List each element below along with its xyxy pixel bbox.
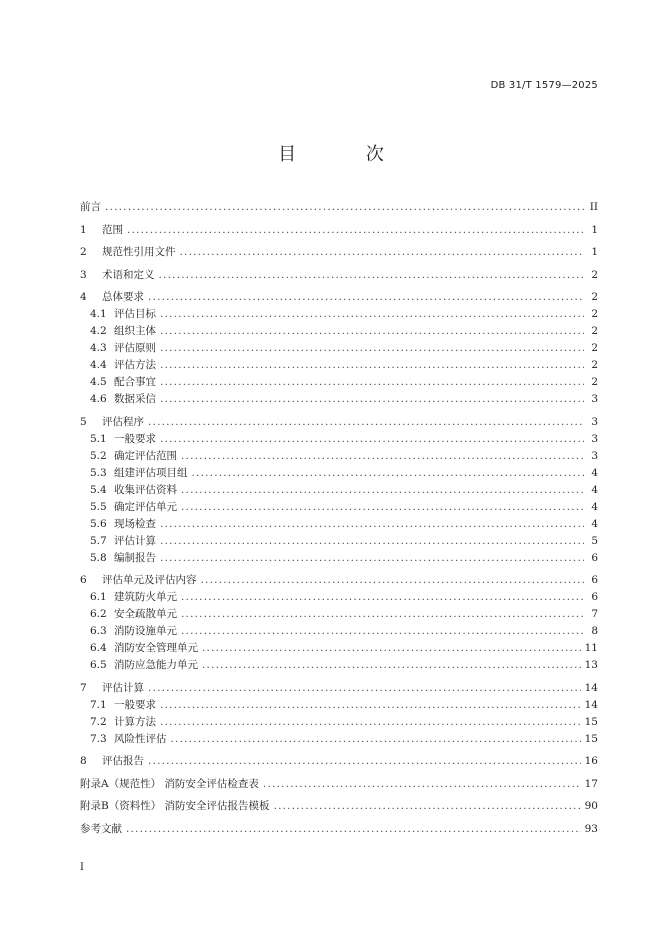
toc-entry-number: 5 [80, 415, 87, 428]
toc-entry-page: 13 [584, 659, 598, 671]
toc-entry[interactable] [80, 606, 598, 623]
toc-entry[interactable] [80, 680, 598, 697]
toc-entry-number: 6 [80, 574, 87, 586]
toc-dot-leader [159, 267, 585, 284]
toc-entry[interactable] [80, 753, 598, 770]
toc-entry[interactable] [80, 499, 598, 516]
toc-entry-page: 4 [591, 500, 598, 513]
toc-dot-leader [160, 323, 584, 340]
toc-dot-leader [160, 550, 584, 567]
toc-dot-leader [160, 391, 584, 408]
toc-entry-number: 7.1 [90, 698, 107, 711]
toc-entry[interactable] [80, 323, 598, 340]
toc-entry-number: 5.6 [90, 517, 107, 530]
toc-entry-page: 4 [591, 483, 598, 496]
toc-entry-number: 4.4 [90, 359, 107, 371]
toc-entry-page: 4 [591, 517, 598, 530]
toc-entry[interactable] [80, 572, 598, 589]
toc-entry-label: 附录B（资料性） 消防安全评估报告模板 [80, 800, 270, 812]
toc-entry[interactable] [80, 623, 598, 640]
toc-dot-leader [180, 244, 585, 261]
toc-entry[interactable] [80, 731, 598, 748]
toc-dot-leader [160, 516, 584, 533]
toc-entry-number: 4 [80, 291, 87, 303]
toc-entry-label: 收集评估资料 [114, 483, 177, 496]
toc-entry[interactable] [80, 640, 598, 657]
toc-dot-leader [181, 482, 584, 499]
toc-dot-leader [160, 340, 584, 357]
toc-entry-number: 6.2 [90, 608, 107, 620]
toc-entry-page: 3 [591, 432, 598, 445]
toc-entry[interactable] [80, 657, 598, 674]
toc-entry-number: 5.7 [90, 534, 107, 547]
toc-dot-leader [274, 798, 581, 815]
toc-entry-label: 一般要求 [114, 432, 156, 445]
toc-entry[interactable] [80, 414, 598, 431]
toc-entry-number: 4.3 [90, 342, 107, 354]
toc-entry-number: 6.5 [90, 659, 107, 671]
toc-entry-page: 16 [584, 755, 598, 767]
toc-entry-label: 前言 [80, 201, 101, 213]
toc-entry[interactable] [80, 199, 598, 216]
toc-dot-leader [127, 222, 584, 239]
toc-entry-label: 安全疏散单元 [114, 608, 177, 620]
toc-entry[interactable] [80, 244, 598, 261]
table-of-contents [80, 199, 598, 838]
toc-entry-number: 2 [80, 246, 87, 258]
toc-entry-page: 6 [591, 591, 598, 603]
toc-dot-leader [126, 821, 581, 838]
toc-dot-leader [181, 499, 584, 516]
toc-entry-label: 评估方法 [114, 359, 156, 371]
toc-entry-number: 5.2 [90, 449, 107, 462]
document-code: DB 31/T 1579—2025 [490, 80, 598, 91]
toc-entry-page: 8 [591, 625, 598, 637]
toc-entry-label: 组建评估项目组 [114, 466, 188, 479]
toc-entry-label: 编制报告 [114, 551, 156, 564]
toc-entry-number: 4.6 [90, 393, 107, 405]
toc-entry-label: 确定评估单元 [114, 500, 177, 513]
toc-entry-label: 消防设施单元 [114, 625, 177, 637]
toc-dot-leader [171, 731, 581, 748]
toc-entry[interactable] [80, 589, 598, 606]
toc-entry-number: 4.1 [90, 308, 107, 320]
toc-entry-number: 1 [80, 223, 87, 236]
toc-entry-number: 4.5 [90, 376, 107, 388]
toc-entry[interactable] [80, 222, 598, 239]
toc-dot-leader [160, 697, 581, 714]
toc-entry-page: 2 [591, 376, 598, 388]
toc-entry-page: 7 [591, 608, 598, 620]
toc-dot-leader [160, 306, 584, 323]
toc-entry-page: 11 [584, 642, 598, 654]
toc-entry-page: 14 [584, 681, 598, 694]
toc-entry-number: 5.5 [90, 500, 107, 513]
toc-entry-page: 3 [591, 449, 598, 462]
toc-entry-number: 5.4 [90, 483, 107, 496]
toc-entry-number: 8 [80, 755, 87, 767]
toc-dot-leader [148, 680, 581, 697]
toc-entry[interactable] [80, 465, 598, 482]
toc-entry-page: 4 [591, 466, 598, 479]
toc-entry-page: 1 [591, 246, 598, 258]
toc-entry-page: 2 [591, 308, 598, 320]
toc-entry-number: 3 [80, 268, 87, 281]
toc-entry-number: 7.2 [90, 715, 107, 728]
toc-entry-page: 93 [584, 822, 598, 835]
toc-entry-label: 建筑防火单元 [114, 591, 177, 603]
toc-entry-page: 15 [584, 732, 598, 745]
toc-entry-label: 确定评估范围 [114, 449, 177, 462]
toc-entry-page: 14 [584, 698, 598, 711]
toc-entry[interactable] [80, 798, 598, 815]
toc-entry-label: 评估计算 [102, 681, 144, 694]
footer-page-number: I [80, 862, 84, 873]
toc-dot-leader [181, 623, 584, 640]
toc-entry[interactable] [80, 267, 598, 284]
toc-entry-page: 6 [591, 574, 598, 586]
toc-entry-page: 2 [591, 268, 598, 281]
toc-entry-label: 配合事宜 [114, 376, 156, 388]
toc-dot-leader [148, 289, 584, 306]
toc-entry-number: 5.1 [90, 432, 107, 445]
toc-entry[interactable] [80, 714, 598, 731]
toc-entry-page: 6 [591, 551, 598, 564]
toc-entry-label: 附录A（规范性） 消防安全评估检查表 [80, 777, 259, 790]
toc-entry-label: 总体要求 [102, 291, 144, 303]
toc-entry-number: 5.3 [90, 466, 107, 479]
toc-entry-number: 6.1 [90, 591, 107, 603]
toc-entry-label: 术语和定义 [102, 268, 155, 281]
toc-entry-page: 1 [591, 223, 598, 236]
toc-dot-leader [181, 606, 584, 623]
toc-entry-label: 参考文献 [80, 822, 122, 835]
toc-dot-leader [160, 431, 584, 448]
toc-dot-leader [263, 776, 581, 793]
toc-entry-page: 90 [584, 800, 598, 812]
toc-entry-label: 组织主体 [114, 325, 156, 337]
toc-dot-leader [160, 374, 584, 391]
toc-entry-label: 评估计算 [114, 534, 156, 547]
toc-entry-label: 范围 [102, 223, 123, 236]
toc-entry-label: 现场检查 [114, 517, 156, 530]
toc-entry-page: 3 [591, 393, 598, 405]
toc-entry-label: 风险性评估 [114, 732, 167, 745]
page-title: 目 次 [278, 144, 416, 165]
toc-entry[interactable] [80, 374, 598, 391]
toc-entry-page: 3 [591, 415, 598, 428]
toc-entry[interactable] [80, 697, 598, 714]
toc-entry-number: 6.3 [90, 625, 107, 637]
toc-entry-number: 4.2 [90, 325, 107, 337]
toc-dot-leader [181, 589, 584, 606]
toc-entry-label: 评估报告 [102, 755, 144, 767]
toc-dot-leader [148, 753, 581, 770]
toc-dot-leader [148, 414, 584, 431]
toc-dot-leader [181, 448, 584, 465]
toc-entry[interactable] [80, 550, 598, 567]
toc-entry-page: 15 [584, 715, 598, 728]
toc-entry[interactable] [80, 448, 598, 465]
toc-dot-leader [160, 357, 584, 374]
toc-dot-leader [160, 533, 584, 550]
toc-entry-label: 消防应急能力单元 [114, 659, 198, 671]
toc-dot-leader [160, 714, 581, 731]
toc-entry[interactable] [80, 391, 598, 408]
toc-entry-label: 评估程序 [102, 415, 144, 428]
toc-entry[interactable] [80, 340, 598, 357]
toc-entry-label: 评估目标 [114, 308, 156, 320]
toc-entry-number: 5.8 [90, 551, 107, 564]
toc-entry-label: 评估单元及评估内容 [102, 574, 197, 586]
toc-entry-page: II [589, 201, 598, 213]
toc-entry-page: 2 [591, 359, 598, 371]
toc-entry-number: 6.4 [90, 642, 107, 654]
toc-entry-label: 消防安全管理单元 [114, 642, 198, 654]
toc-entry-label: 评估原则 [114, 342, 156, 354]
toc-entry-number: 7.3 [90, 732, 107, 745]
toc-dot-leader [201, 572, 585, 589]
toc-entry-label: 一般要求 [114, 698, 156, 711]
toc-dot-leader [192, 465, 585, 482]
toc-entry-number: 7 [80, 681, 87, 694]
toc-entry[interactable] [80, 516, 598, 533]
toc-entry-page: 2 [591, 325, 598, 337]
toc-entry[interactable] [80, 776, 598, 793]
toc-entry-label: 计算方法 [114, 715, 156, 728]
toc-entry[interactable] [80, 533, 598, 550]
toc-entry-page: 2 [591, 342, 598, 354]
toc-entry-label: 规范性引用文件 [102, 246, 176, 258]
toc-entry[interactable] [80, 306, 598, 323]
toc-entry-label: 数据采信 [114, 393, 156, 405]
toc-entry-page: 2 [591, 291, 598, 303]
toc-entry[interactable] [80, 821, 598, 838]
toc-entry-page: 5 [591, 534, 598, 547]
toc-entry[interactable] [80, 357, 598, 374]
toc-dot-leader [202, 640, 581, 657]
toc-dot-leader [202, 657, 581, 674]
toc-entry[interactable] [80, 289, 598, 306]
toc-entry[interactable] [80, 482, 598, 499]
toc-dot-leader [105, 199, 584, 216]
toc-entry[interactable] [80, 431, 598, 448]
toc-entry-page: 17 [584, 777, 598, 790]
